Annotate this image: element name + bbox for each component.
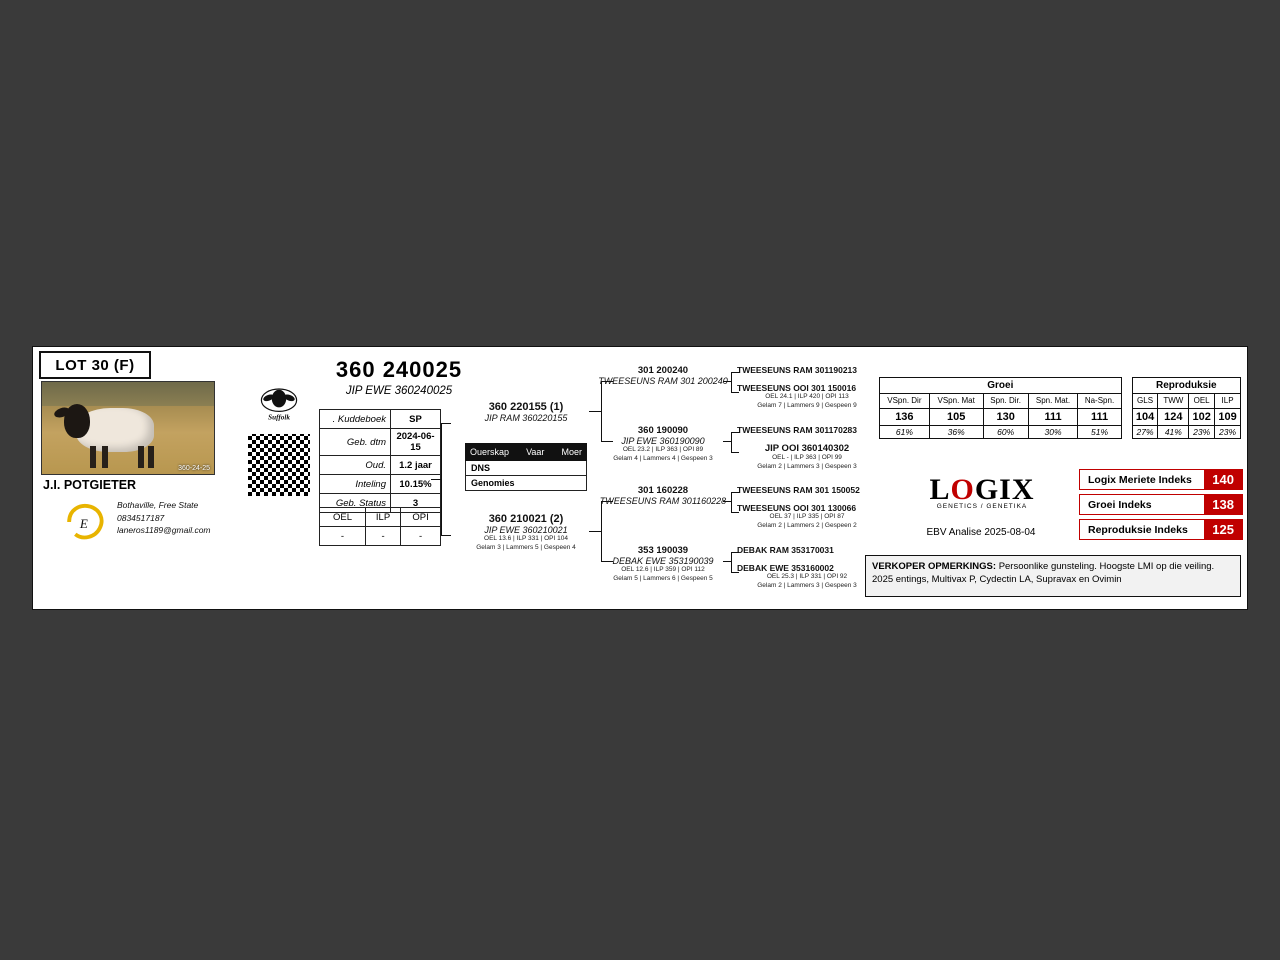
pedigree-sire-sire-name: TWEESEUNS RAM 301 200240: [598, 376, 728, 386]
index-label: Reproduksie Indeks: [1088, 524, 1188, 536]
ebv-accuracy: 30%: [1028, 425, 1078, 438]
index-logix-meriete: [1079, 469, 1243, 490]
info-label: Oud.: [320, 456, 391, 475]
ebv-col-na-spn: Na-Spn.: [1078, 394, 1121, 409]
pedigree-gp-2: [737, 383, 877, 410]
pedigree-dam-stats-2: Gelam 3 | Lammers 5 | Gespeen 4: [476, 543, 576, 551]
ebv-group-reproduksie: Reproduksie: [1132, 378, 1240, 394]
ebv-accuracy: 51%: [1078, 425, 1121, 438]
ebv-col-oel: OEL: [1189, 394, 1215, 409]
pedigree-dam-dam-stats-1: OEL 12.6 | ILP 359 | OPI 112: [621, 566, 705, 573]
pedigree-gp-8-id: DEBAK EWE 353160002: [737, 563, 834, 573]
ebv-col-spn-mat: Spn. Mat.: [1028, 394, 1078, 409]
cell-value: -: [401, 527, 441, 546]
index-reproduksie: [1079, 519, 1243, 540]
pedigree-gp-6: [737, 503, 877, 530]
pedigree-gp-8-stats-2: Gelam 2 | Lammers 3 | Gespeen 3: [757, 581, 857, 589]
breeder-email: laneros1189@gmail.com: [117, 525, 211, 535]
ebv-value: 105: [929, 408, 983, 425]
animal-photo: [41, 381, 215, 475]
breeder-contact: [117, 499, 211, 537]
index-label: Logix Meriete Indeks: [1088, 474, 1192, 486]
logix-tagline: GENETICS / GENETIKA: [936, 503, 1028, 510]
pedigree-dam-sire-name: TWEESEUNS RAM 301160228: [599, 496, 727, 506]
table-row: [880, 425, 1241, 438]
ebv-accuracy: 27%: [1132, 425, 1158, 438]
ebv-value: 111: [1028, 408, 1078, 425]
ebv-col-tww: TWW: [1158, 394, 1189, 409]
pedigree-dam-dam-name: DEBAK EWE 353190039: [612, 556, 714, 566]
table-row: [320, 475, 441, 494]
parentage-row-dns: DNS: [465, 461, 587, 476]
ebv-accuracy: 41%: [1158, 425, 1189, 438]
ebv-value: 111: [1078, 408, 1121, 425]
breeder-location: Bothaville, Free State: [117, 500, 199, 510]
seller-remarks: [865, 555, 1241, 597]
ebv-col-spn-dir: Spn. Dir.: [983, 394, 1028, 409]
pedigree-sire-name: JIP RAM 360220155: [484, 413, 568, 423]
pedigree-dam-sire-id: 301 160228: [637, 485, 689, 496]
index-value: 138: [1204, 495, 1242, 514]
pedigree-sire-dam-id: 360 190090: [637, 425, 689, 436]
pedigree-dam-name: JIP EWE 360210021: [484, 525, 568, 535]
ebv-value: 102: [1189, 408, 1215, 425]
pedigree-dam-sire: [573, 485, 753, 506]
pedigree-dam-id: 360 210021 (2): [488, 513, 564, 525]
pedigree-gp-6-stats-2: Gelam 2 | Lammers 2 | Gespeen 2: [757, 521, 857, 529]
pedigree-gp-8-stats-1: OEL 25.3 | ILP 331 | OPI 92: [766, 573, 848, 580]
index-value: 140: [1204, 470, 1242, 489]
pedigree-sire-dam-stats-2: Gelam 4 | Lammers 4 | Gespeen 3: [613, 454, 713, 462]
table-row: [880, 408, 1241, 425]
pedigree-dam-dam-id: 353 190039: [637, 545, 689, 556]
table-row: [320, 429, 441, 456]
index-groei: [1079, 494, 1243, 515]
pedigree-gp-2-id: TWEESEUNS OOI 301 150016: [737, 383, 857, 393]
parentage-col-1: Vaar: [526, 447, 545, 457]
ebv-value: 124: [1158, 408, 1189, 425]
table-header-row: [880, 394, 1241, 409]
ebv-group-groei: Groei: [880, 378, 1122, 394]
lot-sheet: [32, 346, 1248, 610]
table-row: [320, 456, 441, 475]
ebv-accuracy: 23%: [1189, 425, 1215, 438]
svg-text:Suffolk: Suffolk: [268, 413, 290, 422]
parentage-row-genomies: Genomies: [465, 476, 587, 491]
pedigree-gp-1-id: TWEESEUNS RAM 301190213: [737, 365, 857, 375]
pedigree-gp-1: [737, 365, 877, 375]
ebv-accuracy: 23%: [1215, 425, 1241, 438]
info-label: Geb. Status: [320, 494, 391, 513]
index-value: 125: [1204, 520, 1242, 539]
info-label: Inteling: [320, 475, 391, 494]
info-value: SP: [391, 410, 441, 429]
info-label: Geb. dtm: [320, 429, 391, 456]
ebv-col-vspn-dir: VSpn. Dir: [880, 394, 930, 409]
pedigree-gp-2-stats-1: OEL 24.1 | ILP 420 | OPI 113: [765, 393, 849, 400]
info-value: 1.2 jaar: [391, 456, 441, 475]
index-label: Groei Indeks: [1088, 499, 1152, 511]
pedigree-sire: [451, 401, 601, 423]
logix-logo: [907, 475, 1057, 510]
ebv-value: 109: [1215, 408, 1241, 425]
pedigree-sire-sire: [573, 365, 753, 386]
column-header: OPI: [401, 508, 441, 527]
logix-wordmark: LOGIX: [929, 473, 1035, 506]
ebv-col-gls: GLS: [1132, 394, 1158, 409]
pedigree-sire-id: 360 220155 (1): [488, 401, 564, 413]
pedigree-gp-7-id: DEBAK RAM 353170031: [737, 545, 834, 555]
pedigree-dam-dam-stats-2: Gelam 5 | Lammers 6 | Gespeen 5: [613, 574, 713, 582]
table-header-row: [880, 378, 1241, 394]
ebv-tables: [879, 377, 1241, 439]
pedigree-gp-4: [737, 443, 877, 471]
pedigree-gp-6-id: TWEESEUNS OOI 301 130066: [737, 503, 857, 513]
ebv-accuracy: 61%: [880, 425, 930, 438]
table-row: [320, 527, 441, 546]
info-label: . Kuddeboek: [320, 410, 391, 429]
ebv-analysis-date: EBV Analise 2025-08-04: [926, 527, 1036, 538]
column-header: ILP: [365, 508, 400, 527]
parentage-col-2: Moer: [561, 447, 582, 457]
info-value: 2024-06-15: [391, 429, 441, 456]
ebv-value: 104: [1132, 408, 1158, 425]
ebv-value: 130: [983, 408, 1028, 425]
pedigree-sire-sire-id: 301 200240: [637, 365, 689, 376]
column-header: OEL: [320, 508, 366, 527]
pedigree-gp-5: [737, 485, 877, 495]
pedigree-gp-8: [737, 563, 877, 590]
pedigree-gp-3-id: TWEESEUNS RAM 301170283: [737, 425, 857, 435]
table-row: [320, 410, 441, 429]
qr-code[interactable]: [245, 431, 313, 499]
ebv-col-vspn-mat: VSpn. Mat: [929, 394, 983, 409]
pedigree-gp-4-stats-1: OEL - | ILP 363 | OPI 99: [772, 454, 842, 461]
pedigree-sire-dam-stats-1: OEL 23.2 | ILP 363 | OPI 89: [622, 446, 704, 453]
parentage-col-0: Ouerskap: [470, 447, 510, 457]
pedigree-gp-7: [737, 545, 877, 555]
ebv-table: [879, 377, 1241, 439]
pedigree-dam-stats-1: OEL 13.6 | ILP 331 | OPI 104: [484, 535, 568, 542]
pedigree-gp-6-stats-1: OEL 37 | ILP 335 | OPI 87: [769, 513, 845, 520]
parentage-box: [465, 443, 587, 491]
ebv-col-ilp: ILP: [1215, 394, 1241, 409]
cell-value: -: [365, 527, 400, 546]
seller-remarks-title: VERKOPER OPMERKINGS:: [872, 561, 997, 572]
pedigree-sire-dam: [573, 425, 753, 463]
ebv-value: 136: [880, 408, 930, 425]
oel-ilp-opi-table: [319, 507, 441, 546]
info-value: 10.15%: [391, 475, 441, 494]
breeder-name: J.I. POTGIETER: [43, 478, 137, 492]
cell-value: -: [320, 527, 366, 546]
seller-remarks-text: Persoonlike gunsteling. Hoogste LMI op die veiling. 2025 entings, Multivax P, Cydectin LA, Supravax en Ovimin: [872, 561, 1215, 585]
pedigree-dam-dam: [573, 545, 753, 583]
pedigree-gp-5-id: TWEESEUNS RAM 301 150052: [737, 485, 860, 495]
elite-logo-icon: [63, 499, 109, 545]
pedigree-sire-dam-name: JIP EWE 360190090: [621, 436, 705, 446]
photo-tag-label: 360-24-25: [178, 465, 210, 472]
svg-text:E: E: [79, 516, 88, 532]
pedigree-gp-2-stats-2: Gelam 7 | Lammers 9 | Gespeen 9: [757, 401, 857, 409]
breeder-phone: 0834517187: [117, 512, 165, 523]
lot-badge: LOT 30 (F): [39, 351, 151, 379]
page-subtitle: JIP EWE 360240025: [345, 385, 453, 397]
pedigree-gp-4-id: JIP OOI 360140302: [764, 443, 850, 454]
animal-info-table: [319, 409, 441, 513]
pedigree-gp-3: [737, 425, 877, 435]
pedigree-gp-4-stats-2: Gelam 2 | Lammers 3 | Gespeen 3: [757, 462, 857, 470]
parentage-header: [466, 444, 586, 460]
info-value: 3: [391, 494, 441, 513]
ebv-accuracy: 36%: [929, 425, 983, 438]
ebv-accuracy: 60%: [983, 425, 1028, 438]
page-title: 360 240025: [335, 357, 463, 382]
table-header-row: [320, 508, 441, 527]
